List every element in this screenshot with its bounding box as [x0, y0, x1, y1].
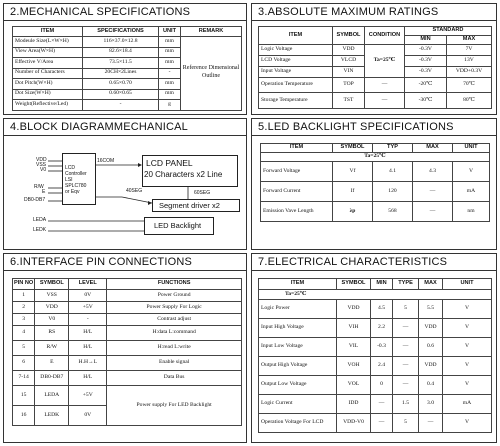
pin-level-cell: +5V: [69, 386, 107, 406]
led-backlight-panel: [251, 118, 497, 250]
elec-max-cell: 0.6: [419, 338, 443, 357]
pin-number-cell: 15: [13, 386, 35, 406]
electrical-characteristics-panel: [251, 253, 497, 443]
absolute-maximum-ratings-panel: [251, 3, 497, 115]
elec-min-cell: -0.3: [371, 338, 393, 357]
pin-level-cell: 0V: [69, 406, 107, 426]
led-condition-row: Ta=25℃: [261, 153, 490, 162]
col-header-unit: UNIT: [159, 27, 181, 37]
pin-number-cell: 1: [13, 290, 35, 302]
pin-level-cell: H.H→L: [69, 356, 107, 371]
absolute-maximum-ratings-title: 3.ABSOLUTE MAXIMUM RATINGS: [252, 4, 496, 21]
pin-symbol-cell: LEDA: [35, 386, 69, 406]
elec-symbol-cell: VDD-V0: [337, 414, 371, 433]
led-max-cell: —: [413, 182, 453, 202]
pin-symbol-cell: R/W: [35, 341, 69, 356]
pin-level-cell: H/L: [69, 326, 107, 341]
absolute-maximum-ratings-table: [258, 26, 492, 109]
elec-unit-cell: V: [443, 338, 492, 357]
seg40-label: 40SEG: [126, 188, 143, 194]
elec-unit-cell: mA: [443, 395, 492, 414]
col-header-standard: STANDARD: [405, 27, 492, 36]
mech-spec-cell: 0.65×0.70: [83, 79, 159, 90]
col-header-symbol: SYMBOL: [333, 144, 373, 153]
elec-item-cell: Input High Voltage: [259, 319, 337, 338]
interface-pin-table: [12, 278, 242, 426]
col-header-type: TYPE: [393, 279, 419, 290]
electrical-characteristics-table: [258, 278, 492, 433]
elec-item-cell: Input Low Voltage: [259, 338, 337, 357]
col-header-item: ITEM: [259, 279, 337, 290]
controller-label-line5: or Eqv: [65, 189, 80, 195]
pin-label-db0-db7: DB0-DB7: [24, 197, 46, 203]
pin-label-vss: VSS: [36, 162, 47, 168]
block-diagram-panel: [3, 118, 247, 250]
mech-item-cell: Modeule Size(L×W×H): [13, 37, 83, 48]
led-backlight-table: [260, 143, 490, 222]
mech-unit-cell: mm: [159, 47, 181, 58]
pin-number-cell: 5: [13, 341, 35, 356]
pin-function-cell: Power Ground: [107, 290, 242, 302]
lcd-panel-characters-label: 20 Characters x2 Line: [144, 170, 223, 179]
elec-max-cell: VDD: [419, 319, 443, 338]
seg60-label: 60SEG: [194, 190, 211, 196]
pin-number-cell: 6: [13, 356, 35, 371]
elec-item-cell: Logic Power: [259, 300, 337, 319]
controller-label-line3: LSI: [65, 177, 73, 183]
elec-unit-cell: V: [443, 319, 492, 338]
pin-function-cell: Data Bus: [107, 371, 242, 386]
mech-item-cell: Weight(Reflective/Led): [13, 100, 83, 111]
abs-min-cell: -0.3V: [405, 45, 447, 56]
pin-number-cell: 7-14: [13, 371, 35, 386]
elec-max-cell: —: [419, 414, 443, 433]
col-header-condition: CONDITION: [365, 27, 405, 45]
controller-label-line4: SPLC780: [65, 183, 87, 189]
elec-min-cell: 4.5: [371, 300, 393, 319]
interface-pin-panel: [3, 253, 247, 443]
led-symbol-cell: λp: [333, 202, 373, 222]
pin-function-cell-led: Power supply For LED Backlight: [107, 386, 242, 426]
col-header-functions: FUNCTIONS: [107, 279, 242, 290]
elec-max-cell: 0.4: [419, 376, 443, 395]
elec-min-cell: 0: [371, 376, 393, 395]
elec-max-cell: 5.5: [419, 300, 443, 319]
pin-symbol-cell: DB0-DB7: [35, 371, 69, 386]
abs-condition-dash: —: [365, 78, 405, 93]
pin-function-cell: H:read L:write: [107, 341, 242, 356]
col-header-max: MAX: [413, 144, 453, 153]
abs-symbol-cell: VLCD: [333, 56, 365, 67]
pin-symbol-cell: VDD: [35, 302, 69, 314]
mech-unit-cell: mm: [159, 37, 181, 48]
abs-symbol-cell: VIN: [333, 67, 365, 78]
col-header-unit: UNIT: [453, 144, 490, 153]
mechanical-specifications-title: 2.MECHANICAL SPECIFICATIONS: [4, 4, 246, 21]
pin-function-cell: Enable signal: [107, 356, 242, 371]
elec-type-cell: 5: [393, 300, 419, 319]
elec-symbol-cell: IDD: [337, 395, 371, 414]
pin-number-cell: 2: [13, 302, 35, 314]
pin-label-e: E: [42, 189, 46, 195]
pin-level-cell: H/L: [69, 341, 107, 356]
elec-symbol-cell: VDD: [337, 300, 371, 319]
led-max-cell: —: [413, 202, 453, 222]
led-item-cell: Forward Voltage: [261, 162, 333, 182]
abs-min-cell: -0.3V: [405, 56, 447, 67]
pin-number-cell: 16: [13, 406, 35, 426]
elec-item-cell: Output High Voltage: [259, 357, 337, 376]
led-max-cell: 4.3: [413, 162, 453, 182]
mech-spec-cell: 116×37.0×12.8: [83, 37, 159, 48]
abs-item-cell: LCD Voltage: [259, 56, 333, 67]
pin-level-cell: 0V: [69, 290, 107, 302]
abs-max-cell: 70℃: [447, 78, 492, 93]
elec-max-cell: 3.0: [419, 395, 443, 414]
elec-unit-cell: V: [443, 300, 492, 319]
led-symbol-cell: Vf: [333, 162, 373, 182]
elec-symbol-cell: VOL: [337, 376, 371, 395]
led-item-cell: Emission Vave Length: [261, 202, 333, 222]
col-header-specifications: SPECIFICATIONS: [83, 27, 159, 37]
elec-min-cell: —: [371, 414, 393, 433]
abs-item-cell: Logic Voltage: [259, 45, 333, 56]
led-item-cell: Forward Current: [261, 182, 333, 202]
pin-level-cell: H/L: [69, 371, 107, 386]
elec-item-cell: Operation Voltage For LCD: [259, 414, 337, 433]
interface-pin-title: 6.INTERFACE PIN CONNECTIONS: [4, 254, 246, 271]
elec-symbol-cell: VIH: [337, 319, 371, 338]
mech-item-cell: Number of Characters: [13, 68, 83, 79]
abs-min-cell: -30℃: [405, 93, 447, 109]
abs-condition-cell: Ta=25℃: [365, 45, 405, 78]
led-typ-cell: 4.1: [373, 162, 413, 182]
elec-type-cell: 1.5: [393, 395, 419, 414]
pin-symbol-cell: VSS: [35, 290, 69, 302]
elec-item-cell: Logic Current: [259, 395, 337, 414]
led-backlight-title: 5.LED BACKLIGHT SPECIFICATIONS: [252, 119, 496, 136]
pin-symbol-cell: LEDK: [35, 406, 69, 426]
mech-unit-cell: -: [159, 68, 181, 79]
mechanical-specifications-panel: [3, 3, 247, 115]
mech-spec-cell: 20CH×2Lines: [83, 68, 159, 79]
col-header-item: ITEM: [13, 27, 83, 37]
mechanical-specifications-table: [12, 26, 242, 111]
led-unit-cell: V: [453, 162, 490, 182]
lcd-panel-label: LCD PANEL: [146, 158, 193, 168]
col-header-pin-no: PIN NO: [13, 279, 35, 290]
elec-unit-cell: V: [443, 376, 492, 395]
abs-symbol-cell: TST: [333, 93, 365, 109]
abs-symbol-cell: TOP: [333, 78, 365, 93]
col-header-item: ITEM: [261, 144, 333, 153]
abs-item-cell: Storage Temperature: [259, 93, 333, 109]
mech-unit-cell: mm: [159, 89, 181, 100]
col-header-typ: TYP: [373, 144, 413, 153]
led-typ-cell: 120: [373, 182, 413, 202]
abs-max-cell: 80℃: [447, 93, 492, 109]
abs-min-cell: -20℃: [405, 78, 447, 93]
pin-function-cell: Contrast adjust: [107, 314, 242, 326]
mech-item-cell: View Area(W×H): [13, 47, 83, 58]
col-header-max: MAX: [419, 279, 443, 290]
elec-min-cell: 2.4: [371, 357, 393, 376]
elec-condition-row: Ta=25℃: [259, 290, 492, 300]
pin-label-ledk: LEDK: [33, 227, 47, 233]
mech-item-cell: Dot Pitch(W×H): [13, 79, 83, 90]
led-backlight-label: LED Backlight: [154, 221, 202, 230]
controller-label-line1: LCD: [65, 165, 76, 171]
abs-item-cell: Input Voltage: [259, 67, 333, 78]
elec-min-cell: —: [371, 395, 393, 414]
pin-function-cell: H:data L:command: [107, 326, 242, 341]
col-header-item: ITEM: [259, 27, 333, 45]
pin-symbol-cell: E: [35, 356, 69, 371]
elec-type-cell: —: [393, 319, 419, 338]
abs-condition-dash: —: [365, 93, 405, 109]
elec-unit-cell: V: [443, 414, 492, 433]
mech-spec-cell: 0.60×0.65: [83, 89, 159, 100]
col-header-unit: UNIT: [443, 279, 492, 290]
abs-item-cell: Operation Temperature: [259, 78, 333, 93]
mech-item-cell: Effective V/Area: [13, 58, 83, 69]
elec-type-cell: —: [393, 376, 419, 395]
pin-function-cell: Power Supply For Logic: [107, 302, 242, 314]
elec-type-cell: —: [393, 338, 419, 357]
col-header-remark: REMARK: [181, 27, 242, 37]
segment-driver-label: Segment driver x2: [159, 201, 220, 210]
col-header-min: MIN: [371, 279, 393, 290]
abs-max-cell: 7V: [447, 45, 492, 56]
pin-label-rw: R/W: [34, 184, 44, 190]
mech-unit-cell: mm: [159, 79, 181, 90]
pin-level-cell: +5V: [69, 302, 107, 314]
mech-remark-cell: Reference Dimensional Outline: [181, 37, 242, 111]
pin-symbol-cell: V0: [35, 314, 69, 326]
com-label: 16COM: [97, 158, 115, 164]
led-symbol-cell: If: [333, 182, 373, 202]
pin-number-cell: 3: [13, 314, 35, 326]
abs-max-cell: 13V: [447, 56, 492, 67]
col-header-symbol: SYMBOL: [337, 279, 371, 290]
pin-label-vdd: VDD: [36, 157, 47, 163]
pin-number-cell: 4: [13, 326, 35, 341]
elec-max-cell: VDD: [419, 357, 443, 376]
elec-type-cell: —: [393, 357, 419, 376]
electrical-characteristics-title: 7.ELECTRICAL CHARACTERISTICS: [252, 254, 496, 271]
mech-spec-cell: 82.6×18.4: [83, 47, 159, 58]
pin-label-leda: LEDA: [33, 217, 47, 223]
mech-spec-cell: -: [83, 100, 159, 111]
elec-item-cell: Output Low Voltage: [259, 376, 337, 395]
led-typ-cell: 568: [373, 202, 413, 222]
abs-min-cell: -0.3V: [405, 67, 447, 78]
col-header-symbol: SYMBOL: [333, 27, 365, 45]
elec-type-cell: 5: [393, 414, 419, 433]
pin-symbol-cell: RS: [35, 326, 69, 341]
pin-label-v0: V0: [40, 167, 47, 173]
led-unit-cell: mA: [453, 182, 490, 202]
block-diagram-title: 4.BLOCK DIAGRAMMECHANICAL: [4, 119, 246, 136]
elec-symbol-cell: VIL: [337, 338, 371, 357]
led-unit-cell: nm: [453, 202, 490, 222]
col-header-max: MAX: [447, 36, 492, 45]
mech-unit-cell: g: [159, 100, 181, 111]
abs-max-cell: VDD+0.3V: [447, 67, 492, 78]
mech-unit-cell: mm: [159, 58, 181, 69]
abs-symbol-cell: VDD: [333, 45, 365, 56]
col-header-min: MIN: [405, 36, 447, 45]
controller-label-line2: Controller: [65, 171, 87, 177]
elec-unit-cell: V: [443, 357, 492, 376]
elec-symbol-cell: VOH: [337, 357, 371, 376]
col-header-level: LEVEL: [69, 279, 107, 290]
elec-min-cell: 2.2: [371, 319, 393, 338]
col-header-symbol: SYMBOL: [35, 279, 69, 290]
mech-spec-cell: 73.5×11.5: [83, 58, 159, 69]
mech-item-cell: Dot Size(W×H): [13, 89, 83, 100]
pin-level-cell: -: [69, 314, 107, 326]
